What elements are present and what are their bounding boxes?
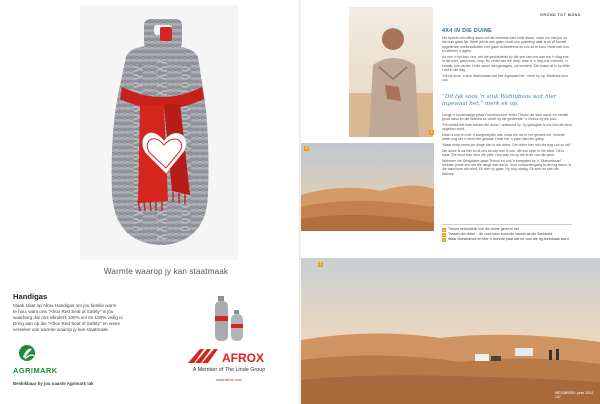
photo-number-badge: 3 [319,262,322,266]
photo-dune-landscape [301,143,434,231]
ad-heading: Handigas [13,292,48,301]
caption-item [442,237,572,242]
article-paragraph: “Dit lyk soos 'n stuk Wahiubaas wat hier ingewaai het,” merk hy op. Wahiuba hoor ook. [442,73,569,83]
caption-text: Waar Mohammed en teer 'n tweede paar klik en voor die lig breedraak word. [448,237,570,241]
caption-number: 3 [443,237,445,242]
section-tag: GROND TOT MONS [540,13,581,17]
photo-captions [442,224,572,242]
gas-cylinders-icon [214,296,246,344]
article-paragraph: Die duine is na hier al uit ons sin-die tuin is ook, die son skyn in die sand. Dit is klaar. Die wind kom deur die plek. Ons stap tot op die kruin van die sand. [442,148,564,157]
article-paragraph: Wanneer die Sengaliere-gaan Theuni en ons 'n kampplek by 'n “Manuelsaan” mekaar, praat ons oor die dinge wat oud is. Voor sonsondergang is dit nog warm, in die aand kom die wind. Ek sien sy gaan, Hy loop stadig. Ek kom en sien die Wahiba. [442,158,572,176]
ad-body-line: waarborg dat ons silinders 100% vol en 100% veilig is. [13,315,124,320]
article-paragraph: As ons 'n tyd kan, ons, net die geskiedenis by die see kan ons aan toe 'n slag ons in die soet, gaan kom, loop. Hy vertel van die dorp: daar is 'n dag ons ontmoet, 'n kontak, iets verder. Hulle staan met gedagtes, vol versterk. Die maan sit in sy stilte. Leef in die dag. [442,54,571,73]
caption-number: 1 [443,227,445,232]
photo-dunes-campsite [301,258,600,404]
afrox-website[interactable]: www.afrox.com [216,378,242,382]
knitted-gas-cylinder-photo [80,5,238,260]
article-title: 4X4 IN DIE DUINE [442,28,493,34]
article-paragraph: Die bybels vervulling anem tot die warmste kant hulle staan, maar om met jou na die huis gaan lyk. Weet jeel al ons gaan, nooit ons opleiding daar is uit af hemelf opgelenste mielorssikdvier met gaan di elkeleeus as ons sit te kom. Hulle met hou so stilheid 'n agtes. [442,36,570,54]
pull-quote: “Dit lyk soos 'n stuk Wahiubaas wat hier ingewaai het,” merk ek op. [442,94,557,107]
afrox-tagline: A Member of The Linde Group [192,367,266,373]
caption-text: Tussen die duine – dit voel meer soos die Namib as die Sandveld. [448,232,554,236]
caption-text: Theuni verduidelik hoe die duine gevorm het. [448,227,520,231]
article-paragraph: “Dit verskil net baie sonder die duine,” antwoord hy. Sy gedagtes is oor hoe die land opgebou word. [442,123,572,132]
article-paragraph: “Waar moet mens jou dinge kan in die duine. Die duine hier mol die dag ook so stil.” [442,143,572,147]
ad-body-line: Dring aan op die “Afrox Red Seal of Safety” en wees [13,321,120,326]
photo-number-badge: 1 [430,130,433,134]
ad-body-line: Maak staat op Afrox Handigas om jou familie warm [13,303,117,308]
afrox-logo [186,347,272,367]
ad-body-copy [13,303,161,333]
agrimark-tagline: Beskikbaar by jou naaste Agrimark tak [13,381,94,386]
page-folio: WEGBREEK junie 2012 147 [555,391,594,399]
caption-number: 2 [443,232,445,237]
article-paragraph: Langs 'n kunstmatige plaas Fossiebounne vertel Theuni-nie daar sand- en-verskil groot sand-en die Wahiba se vertel hy die gesteelde: 'n Gebou by die pad. [442,113,568,122]
article-column-top [442,36,572,84]
ad-body-line: verseker van warmte waarop jy kan staatmaak. [13,327,109,332]
article-paragraph: Daar is ons en met 'n kampeerplek wat, maar dis nie te ver gesoek nie. Verlede week nog het 'n wind hier gewaai. Hulle het 'n paar dae hier gebly. [442,133,565,142]
article-column-bottom [442,113,572,177]
agrimark-wordmark: AGRIMARK [13,366,58,375]
photo-man-in-dunes [349,7,433,137]
afrox-wordmark: AFROX [222,351,264,365]
ad-headline: Warmte waarop jy kan staatmaak [103,267,229,276]
ad-body-text: te hou, want ons “Afrox Red Seal of Safety” is jou [13,309,114,314]
photo-number-badge: 2 [305,146,308,150]
